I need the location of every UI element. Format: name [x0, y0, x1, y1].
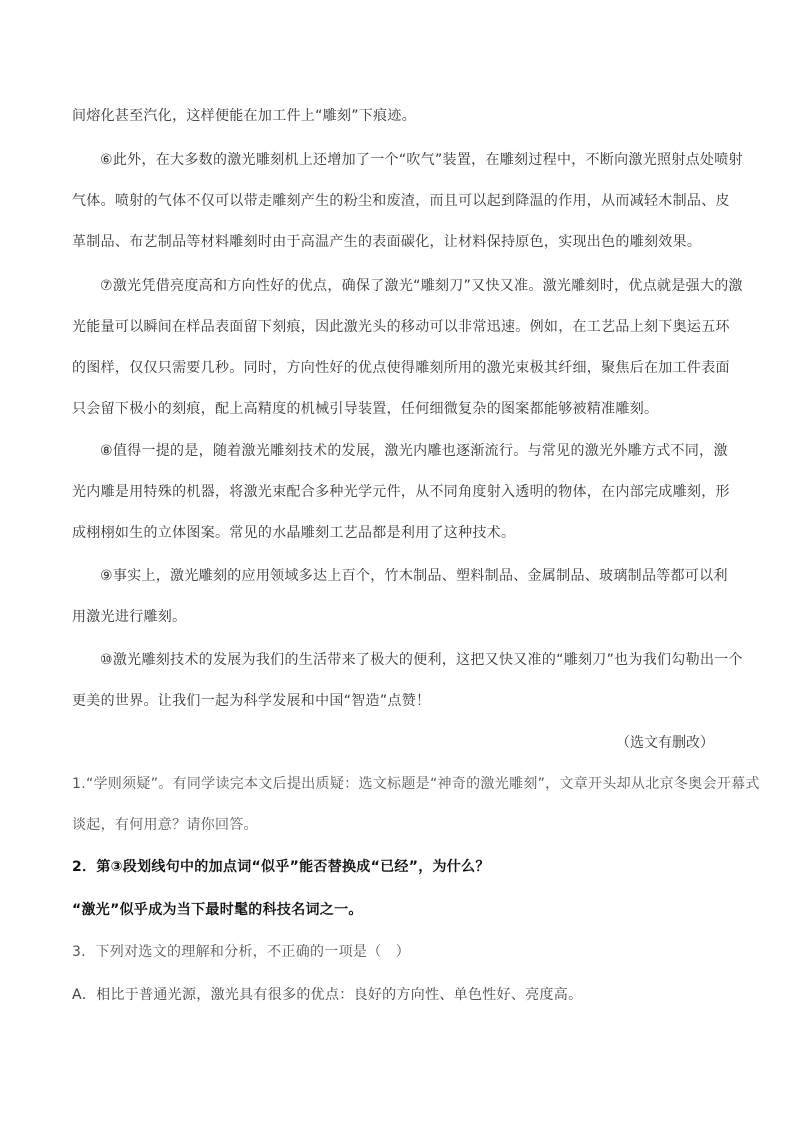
paragraph-5-line-1: 间熔化甚至汽化，这样便能在加工件上“雕刻”下痕迹。 [72, 108, 417, 124]
paragraph-6-line-3: 革制品、布艺制品等材料雕刻时由于高温产生的表面碳化，让材料保持原色，实现出色的雕刻效果。 [72, 234, 702, 250]
paragraph-8-line-3: 成栩栩如生的立体图案。常见的水晶雕刻工艺品都是利用了这种技术。 [72, 525, 516, 541]
paragraph-7-line-4: 只会留下极小的刻痕，配上高精度的机械引导装置，任何细微复杂的图案都能够被精准雕刻。 [72, 401, 659, 417]
source-note: （选文有删改） [616, 735, 714, 751]
paragraph-10-line-2: 更美的世界。让我们一起为科学发展和中国“智造”点赞！ [72, 693, 431, 709]
paragraph-6-line-1: ⑥此外，在大多数的激光雕刻机上还增加了一个“吹气”装置，在雕刻过程中，不断向激光照射点处喷射 [100, 152, 743, 168]
question-3: 3．下列对选文的理解和分析，不正确的一项是（ ） [72, 944, 411, 960]
question-2: 2．第③段划线句中的加点词“似乎”能否替换成“已经”，为什么？ [72, 859, 490, 875]
paragraph-9-line-2: 用激光进行雕刻。 [72, 609, 187, 625]
question-3-option-a: A．相比于普通光源，激光具有很多的优点：良好的方向性、单色性好、亮度高。 [72, 987, 583, 1003]
question-1-line-2: 谈起，有何用意？请你回答。 [72, 817, 258, 833]
paragraph-7-line-3: 的图样，仅仅只需要几秒。同时，方向性好的优点使得雕刻所用的激光束极其纤细，聚焦后在加工件表面 [72, 360, 730, 376]
paragraph-8-line-2: 光内雕是用特殊的机器，将激光束配合多种光学元件，从不同角度射入透明的物体，在内部完成雕刻，形 [72, 484, 730, 500]
question-1-line-1: 1.“学则须疑”。有同学读完本文后提出质疑：选文标题是“神奇的激光雕刻”，文章开头却从北京冬奥会开幕式 [72, 776, 760, 792]
paragraph-7-line-2: 光能量可以瞬间在样品表面留下刻痕，因此激光头的移动可以非常迅速。例如，在工艺品上刻下奥运五环 [72, 319, 730, 335]
paragraph-7-line-1: ⑦激光凭借亮度高和方向性好的优点，确保了激光“雕刻刀”又快又准。激光雕刻时，优点就是强大的激 [100, 278, 743, 294]
paragraph-8-line-1: ⑧值得一提的是，随着激光雕刻技术的发展，激光内雕也逐渐流行。与常见的激光外雕方式不同，激 [100, 443, 728, 459]
paragraph-6-line-2: 气体。喷射的气体不仅可以带走雕刻产生的粉尘和废渣，而且可以起到降温的作用，从而减轻木制品、皮 [72, 193, 730, 209]
question-2-quoted-sentence: “激光”似乎成为当下最时髦的科技名词之一。 [72, 902, 363, 918]
paragraph-9-line-1: ⑨事实上，激光雕刻的应用领域多达上百个，竹木制品、塑料制品、金属制品、玻璃制品等都可以利 [100, 568, 728, 584]
paragraph-10-line-1: ⑩激光雕刻技术的发展为我们的生活带来了极大的便利，这把又快又准的“雕刻刀”也为我们勾勒出一个 [100, 652, 743, 668]
